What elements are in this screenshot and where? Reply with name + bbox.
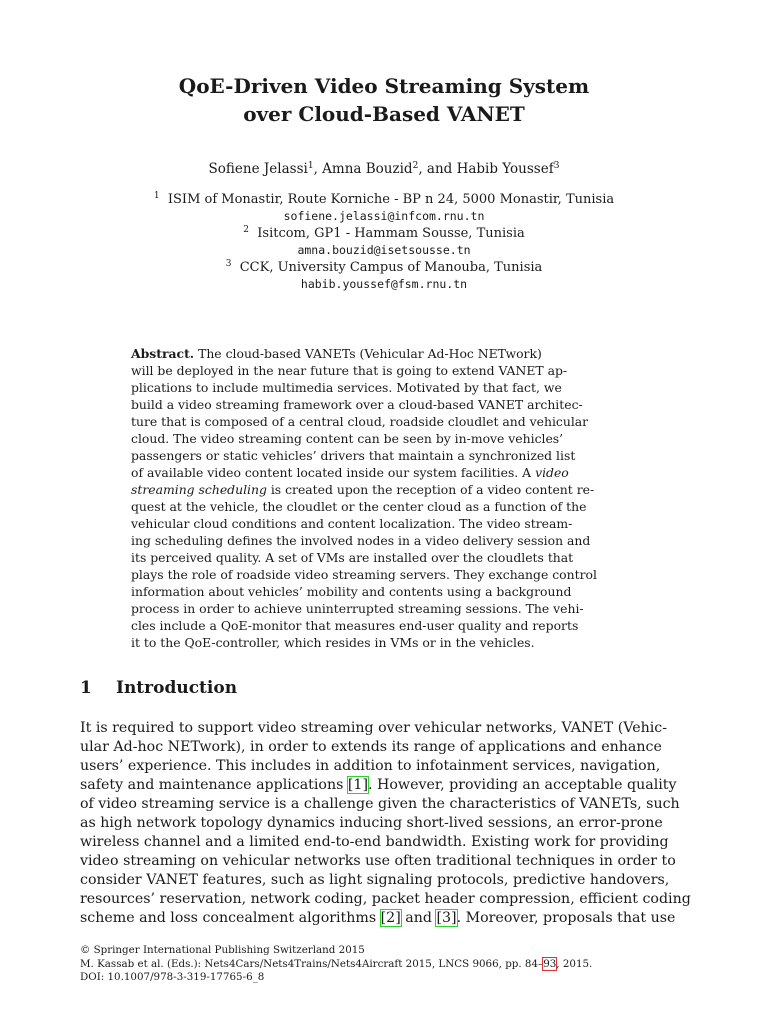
author-separator: , — [313, 161, 323, 177]
abstract-text: The cloud-based VANETs (Vehicular Ad-Hoc NETwork) — [194, 346, 542, 361]
author-affiliation-mark: 3 — [553, 161, 560, 171]
body-line: users’ experience. This includes in addition to infotainment services, navigation, — [80, 758, 661, 774]
abstract-emphasis: streaming scheduling — [131, 482, 267, 497]
abstract-line: plays the role of roadside video streaming servers. They exchange control — [131, 567, 597, 582]
abstract-line — [131, 481, 637, 498]
abstract-line: information about vehicles’ mobility and contents using a background — [131, 584, 572, 599]
body-text: safety and maintenance applications — [80, 777, 348, 793]
abstract-line: process in order to achieve uninterrupted streaming sessions. The vehi- — [131, 601, 584, 616]
abstract-line: its perceived quality. A set of VMs are installed over the cloudlets that — [131, 550, 574, 565]
section-heading — [80, 678, 237, 698]
author-separator: , and — [418, 161, 457, 177]
affiliation-email[interactable]: habib.youssef@fsm.rnu.tn — [300, 277, 468, 291]
affiliation-text: ISIM of Monastir, Route Korniche - BP n 24, 5000 Monastir, Tunisia — [167, 192, 615, 207]
section-title: Introduction — [116, 678, 238, 698]
affiliation-line — [0, 225, 768, 242]
citation-link[interactable]: [3] — [436, 910, 457, 926]
affiliation-email[interactable]: sofiene.jelassi@infcom.rnu.tn — [283, 209, 485, 223]
abstract-line: it to the QoE-controller, which resides in VMs or in the vehicles. — [131, 635, 535, 650]
citation-text: , 2015. — [556, 957, 593, 970]
abstract-line: cles include a QoE-monitor that measures end-user quality and reports — [131, 618, 579, 633]
body-line: wireless channel and a limited end-to-end bandwidth. Existing work for providing — [80, 834, 669, 850]
introduction-body — [80, 719, 691, 928]
author-affiliation-mark: 1 — [307, 161, 314, 171]
body-line: ular Ad-hoc NETwork), in order to extends its range of applications and enhance — [80, 739, 662, 755]
body-line — [80, 776, 686, 795]
body-text: scheme and loss concealment algorithms — [80, 910, 381, 926]
abstract-label: Abstract. — [131, 346, 195, 361]
abstract-line: plications to include multimedia services. Motivated by that fact, we — [131, 380, 562, 395]
citation-line — [80, 958, 592, 972]
author-affiliation-mark: 2 — [412, 161, 419, 171]
affiliations — [0, 191, 768, 293]
body-line — [80, 909, 686, 928]
body-line: resources’ reservation, network coding, packet header compression, efficient coding — [80, 891, 691, 907]
author-name: Sofiene Jelassi — [208, 161, 308, 177]
abstract-emphasis: video — [535, 465, 569, 480]
author-name: Habib Youssef — [456, 161, 554, 177]
body-text: and — [400, 910, 437, 926]
abstract-line: build a video streaming framework over a cloud-based VANET architec- — [131, 397, 583, 412]
affiliation-text: CCK, University Campus of Manouba, Tunisia — [239, 260, 543, 275]
body-text: . Moreover, proposals that use — [456, 910, 676, 926]
citation-link[interactable]: [1] — [347, 777, 368, 793]
affiliation-email[interactable]: amna.bouzid@isetsousse.tn — [297, 243, 471, 257]
page-footer — [80, 944, 592, 985]
title-line-2: over Cloud-Based VANET — [243, 102, 525, 126]
body-text: . However, providing an acceptable quality — [368, 777, 677, 793]
author-name: Amna Bouzid — [322, 161, 413, 177]
affiliation-mark: 2 — [243, 225, 249, 235]
abstract-line: ture that is composed of a central cloud, roadside cloudlet and vehicular — [131, 414, 589, 429]
affiliation-text: Isitcom, GP1 - Hammam Sousse, Tunisia — [257, 226, 525, 241]
citation-text: M. Kassab et al. (Eds.): Nets4Cars/Nets4Trains/Nets4Aircraft 2015, LNCS 9066, pp. 84– — [80, 957, 544, 970]
abstract-line: ing scheduling defines the involved nodes in a video delivery session and — [131, 533, 591, 548]
abstract-line — [131, 345, 637, 362]
abstract-line: cloud. The video streaming content can be seen by in-move vehicles’ — [131, 431, 564, 446]
citation-link[interactable]: [2] — [380, 910, 401, 926]
abstract-line: vehicular cloud conditions and content localization. The video stream- — [131, 516, 573, 531]
affiliation-mark: 1 — [153, 191, 160, 201]
body-line: of video streaming service is a challenge given the characteristics of VANETs, such — [80, 796, 680, 812]
author-list — [0, 160, 768, 178]
title-line-1: QoE-Driven Video Streaming System — [178, 74, 590, 98]
abstract-line: will be deployed in the near future that is going to extend VANET ap- — [131, 363, 568, 378]
page-range-link[interactable]: 93 — [543, 957, 557, 970]
abstract-line — [131, 464, 637, 481]
abstract — [131, 345, 637, 651]
body-line: consider VANET features, such as light signaling protocols, predictive handovers, — [80, 872, 670, 888]
abstract-text: is created upon the reception of a video content re- — [266, 482, 595, 497]
abstract-line: passengers or static vehicles’ drivers that maintain a synchronized list — [131, 448, 576, 463]
copyright-notice: © Springer International Publishing Switzerland 2015 — [80, 944, 365, 956]
abstract-line: quest at the vehicle, the cloudlet or the center cloud as a function of the — [131, 499, 587, 514]
affiliation-line — [0, 259, 768, 276]
abstract-text: of available video content located inside our system facilities. A — [131, 465, 536, 480]
affiliation-mark: 3 — [225, 259, 232, 269]
section-number: 1 — [80, 678, 92, 698]
body-line: It is required to support video streaming over vehicular networks, VANET (Vehic- — [80, 720, 667, 736]
body-line: as high network topology dynamics inducing short-lived sessions, an error-prone — [80, 815, 663, 831]
affiliation-line — [0, 191, 768, 208]
doi: DOI: 10.1007/978-3-319-17765-6_8 — [80, 971, 265, 983]
body-line: video streaming on vehicular networks use often traditional techniques in order to — [80, 853, 676, 869]
paper-title — [0, 72, 768, 128]
